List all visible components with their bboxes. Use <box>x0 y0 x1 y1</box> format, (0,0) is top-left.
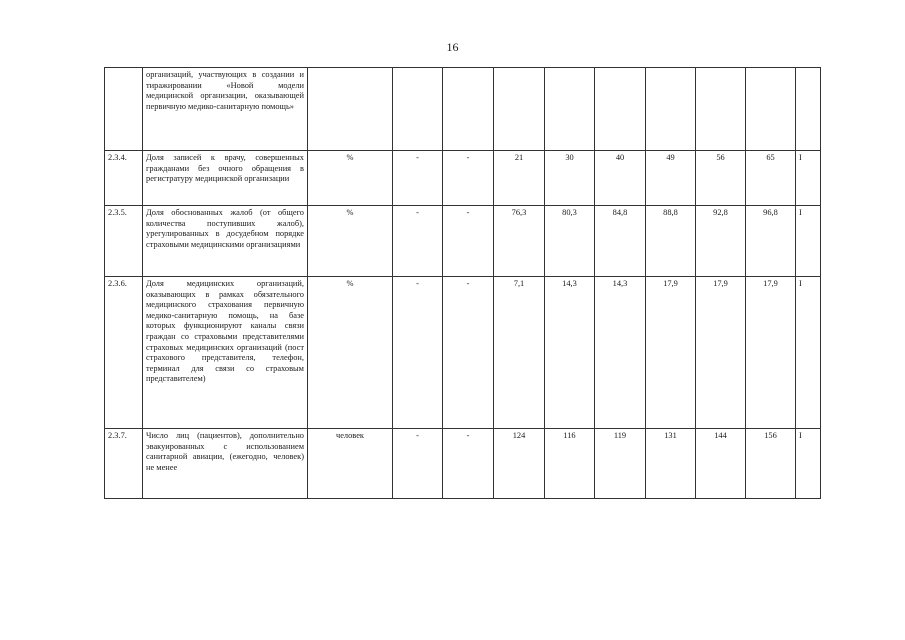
value-cell: 76,3 <box>494 206 545 277</box>
unit-cell: % <box>308 206 393 277</box>
base-value-cell: - <box>393 206 443 277</box>
base-period-cell: - <box>443 277 494 429</box>
base-value-cell: - <box>393 277 443 429</box>
indicator-description: Доля записей к врачу, совершенных гражданами без очного обращения в регистратуру медицинской организации <box>143 151 308 206</box>
value-cell: 14,3 <box>545 277 595 429</box>
value-cell: 119 <box>595 429 646 499</box>
value-cell: 49 <box>646 151 696 206</box>
table-row <box>105 151 821 206</box>
table-row <box>105 429 821 499</box>
unit-cell <box>308 68 393 151</box>
table-row <box>105 68 821 151</box>
value-cell: 17,9 <box>696 277 746 429</box>
value-cell: 96,8 <box>746 206 796 277</box>
value-cell: 7,1 <box>494 277 545 429</box>
indicator-description: Число лиц (пациентов), дополнительно эвакуированных с использованием санитарной авиации, (ежегодно, человек) не менее <box>143 429 308 499</box>
unit-cell: % <box>308 277 393 429</box>
base-value-cell: - <box>393 151 443 206</box>
base-value-cell: - <box>393 429 443 499</box>
value-cell <box>545 68 595 151</box>
value-cell: 14,3 <box>595 277 646 429</box>
row-number: 2.3.6. <box>105 277 143 429</box>
last-column-cell: I <box>796 206 821 277</box>
value-cell: 131 <box>646 429 696 499</box>
base-period-cell <box>443 68 494 151</box>
table-row <box>105 206 821 277</box>
value-cell <box>595 68 646 151</box>
row-number: 2.3.4. <box>105 151 143 206</box>
value-cell: 65 <box>746 151 796 206</box>
base-period-cell: - <box>443 206 494 277</box>
value-cell: 144 <box>696 429 746 499</box>
value-cell: 92,8 <box>696 206 746 277</box>
value-cell: 80,3 <box>545 206 595 277</box>
indicators-table <box>104 67 821 499</box>
indicator-description: Доля обоснованных жалоб (от общего количества поступивших жалоб), урегулированных в досудебном порядке страховыми медицинскими организациями <box>143 206 308 277</box>
value-cell: 116 <box>545 429 595 499</box>
table-row <box>105 277 821 429</box>
last-column-cell <box>796 68 821 151</box>
value-cell <box>746 68 796 151</box>
unit-cell: человек <box>308 429 393 499</box>
page-number: 16 <box>446 40 459 54</box>
row-number <box>105 68 143 151</box>
value-cell: 40 <box>595 151 646 206</box>
last-column-cell: I <box>796 151 821 206</box>
value-cell: 56 <box>696 151 746 206</box>
unit-cell: % <box>308 151 393 206</box>
value-cell <box>696 68 746 151</box>
value-cell: 17,9 <box>746 277 796 429</box>
value-cell: 30 <box>545 151 595 206</box>
base-period-cell: - <box>443 429 494 499</box>
value-cell: 124 <box>494 429 545 499</box>
value-cell: 21 <box>494 151 545 206</box>
value-cell: 156 <box>746 429 796 499</box>
indicator-description: Доля медицинских организаций, оказывающих в рамках обязательного медицинского страхования первичную медико-санитарную помощь, на базе которых функционируют каналы связи граждан со страховыми представителями страховых медицинских организаций (пост страхового представителя, телефон, терминал для связи со страховым представителем) <box>143 277 308 429</box>
value-cell <box>494 68 545 151</box>
indicator-description: организаций, участвующих в создании и тиражировании «Новой модели медицинской организации, оказывающей первичную медико-санитарную помощь» <box>143 68 308 151</box>
value-cell: 17,9 <box>646 277 696 429</box>
value-cell <box>646 68 696 151</box>
base-period-cell: - <box>443 151 494 206</box>
last-column-cell: I <box>796 277 821 429</box>
row-number: 2.3.5. <box>105 206 143 277</box>
value-cell: 88,8 <box>646 206 696 277</box>
value-cell: 84,8 <box>595 206 646 277</box>
row-number: 2.3.7. <box>105 429 143 499</box>
base-value-cell <box>393 68 443 151</box>
last-column-cell: I <box>796 429 821 499</box>
